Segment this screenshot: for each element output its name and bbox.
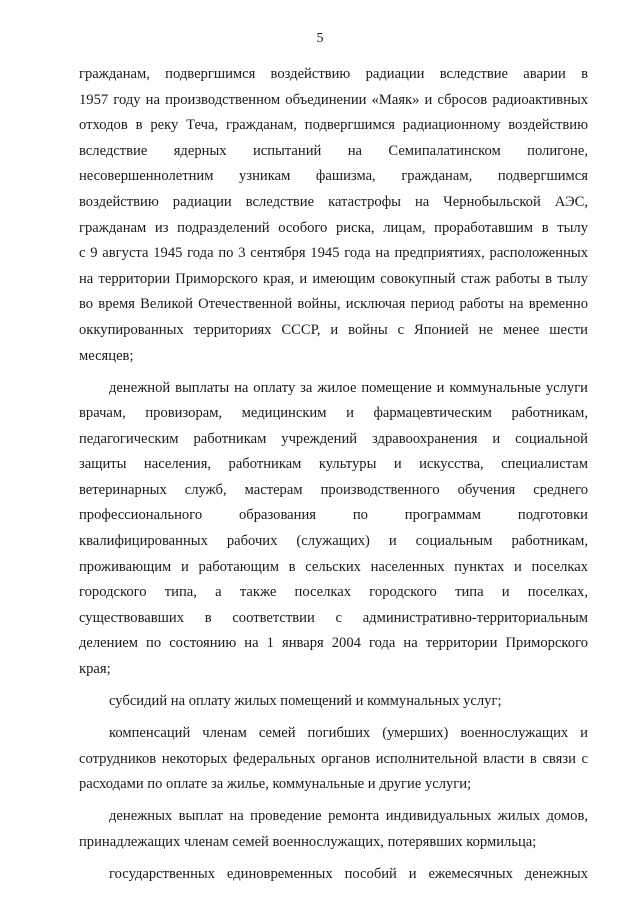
text-line: расходами по оплате за жилье, коммунальные и другие услуги; (79, 776, 472, 793)
text-line: компенсаций членам семей погибших (умерших) военнослужащих и (109, 725, 588, 742)
text-line: существовавших в соответствии с административно-территориальным (79, 609, 588, 626)
text-line: края; (79, 661, 111, 678)
text-line: врачам, провизорам, медицинским и фармацевтическим работникам, (79, 405, 588, 422)
text-line: проживающим и работающим в сельских населенных пунктах и поселках (79, 558, 588, 575)
text-line: профессионального образования по программам подготовки (79, 507, 588, 524)
text-line: месяцев; (79, 347, 134, 364)
page-number: 5 (316, 31, 324, 46)
document-body (79, 62, 588, 894)
paragraph-p1 (79, 62, 588, 369)
text-line: городского типа, а также поселках городского типа и поселках, (79, 584, 588, 601)
text-line: оккупированных территориях СССР, и войны с Японией не менее шести (79, 321, 588, 338)
paragraph-p6 (79, 862, 588, 888)
text-line: квалифицированных рабочих (служащих) и социальным работникам, (79, 533, 588, 550)
text-line: педагогическим работникам учреждений здравоохранения и социальной (79, 430, 588, 447)
text-line: денежных выплат на проведение ремонта индивидуальных жилых домов, (109, 808, 588, 825)
text-line: принадлежащих членам семей военнослужащих, потерявших кормильца; (79, 833, 537, 850)
text-line: ветеринарных служб, мастерам производственного обучения среднего (79, 481, 588, 498)
text-line: сотрудников некоторых федеральных органов исполнительной власти в связи с (79, 750, 588, 767)
text-line: отходов в реку Теча, гражданам, подвергшимся радиационному воздействию (79, 117, 588, 134)
paragraph-p4 (79, 721, 588, 798)
paragraph-p2 (79, 376, 588, 683)
text-line: на территории Приморского края, и имеющим совокупный стаж работы в тылу (79, 270, 588, 287)
text-line: гражданам из подразделений особого риска, лицам, проработавшим в тылу (79, 219, 588, 236)
text-line: защиты населения, работникам культуры и искусства, специалистам (79, 456, 588, 473)
paragraph-p3 (79, 689, 588, 715)
paragraph-p5 (79, 804, 588, 855)
text-line: денежной выплаты на оплату за жилое помещение и коммунальные услуги (109, 379, 588, 396)
text-line: 1957 году на производственном объединении «Маяк» и сбросов радиоактивных (79, 91, 588, 108)
text-line: с 9 августа 1945 года по 3 сентября 1945 года на предприятиях, расположенных (79, 245, 588, 262)
text-line: во время Великой Отечественной войны, исключая период работы на временно (79, 296, 588, 313)
text-line: государственных единовременных пособий и ежемесячных денежных (109, 865, 588, 882)
text-line: воздействию радиации вследствие катастрофы на Чернобыльской АЭС, (79, 193, 588, 210)
text-line: субсидий на оплату жилых помещений и коммунальных услуг; (109, 693, 502, 710)
text-line: вследствие ядерных испытаний на Семипалатинском полигоне, (79, 142, 588, 159)
text-line: гражданам, подвергшимся воздействию радиации вследствие аварии в (79, 66, 588, 82)
text-line: несовершеннолетним узникам фашизма, гражданам, подвергшимся (79, 168, 588, 185)
text-line: делением по состоянию на 1 января 2004 года на территории Приморского (79, 635, 588, 652)
